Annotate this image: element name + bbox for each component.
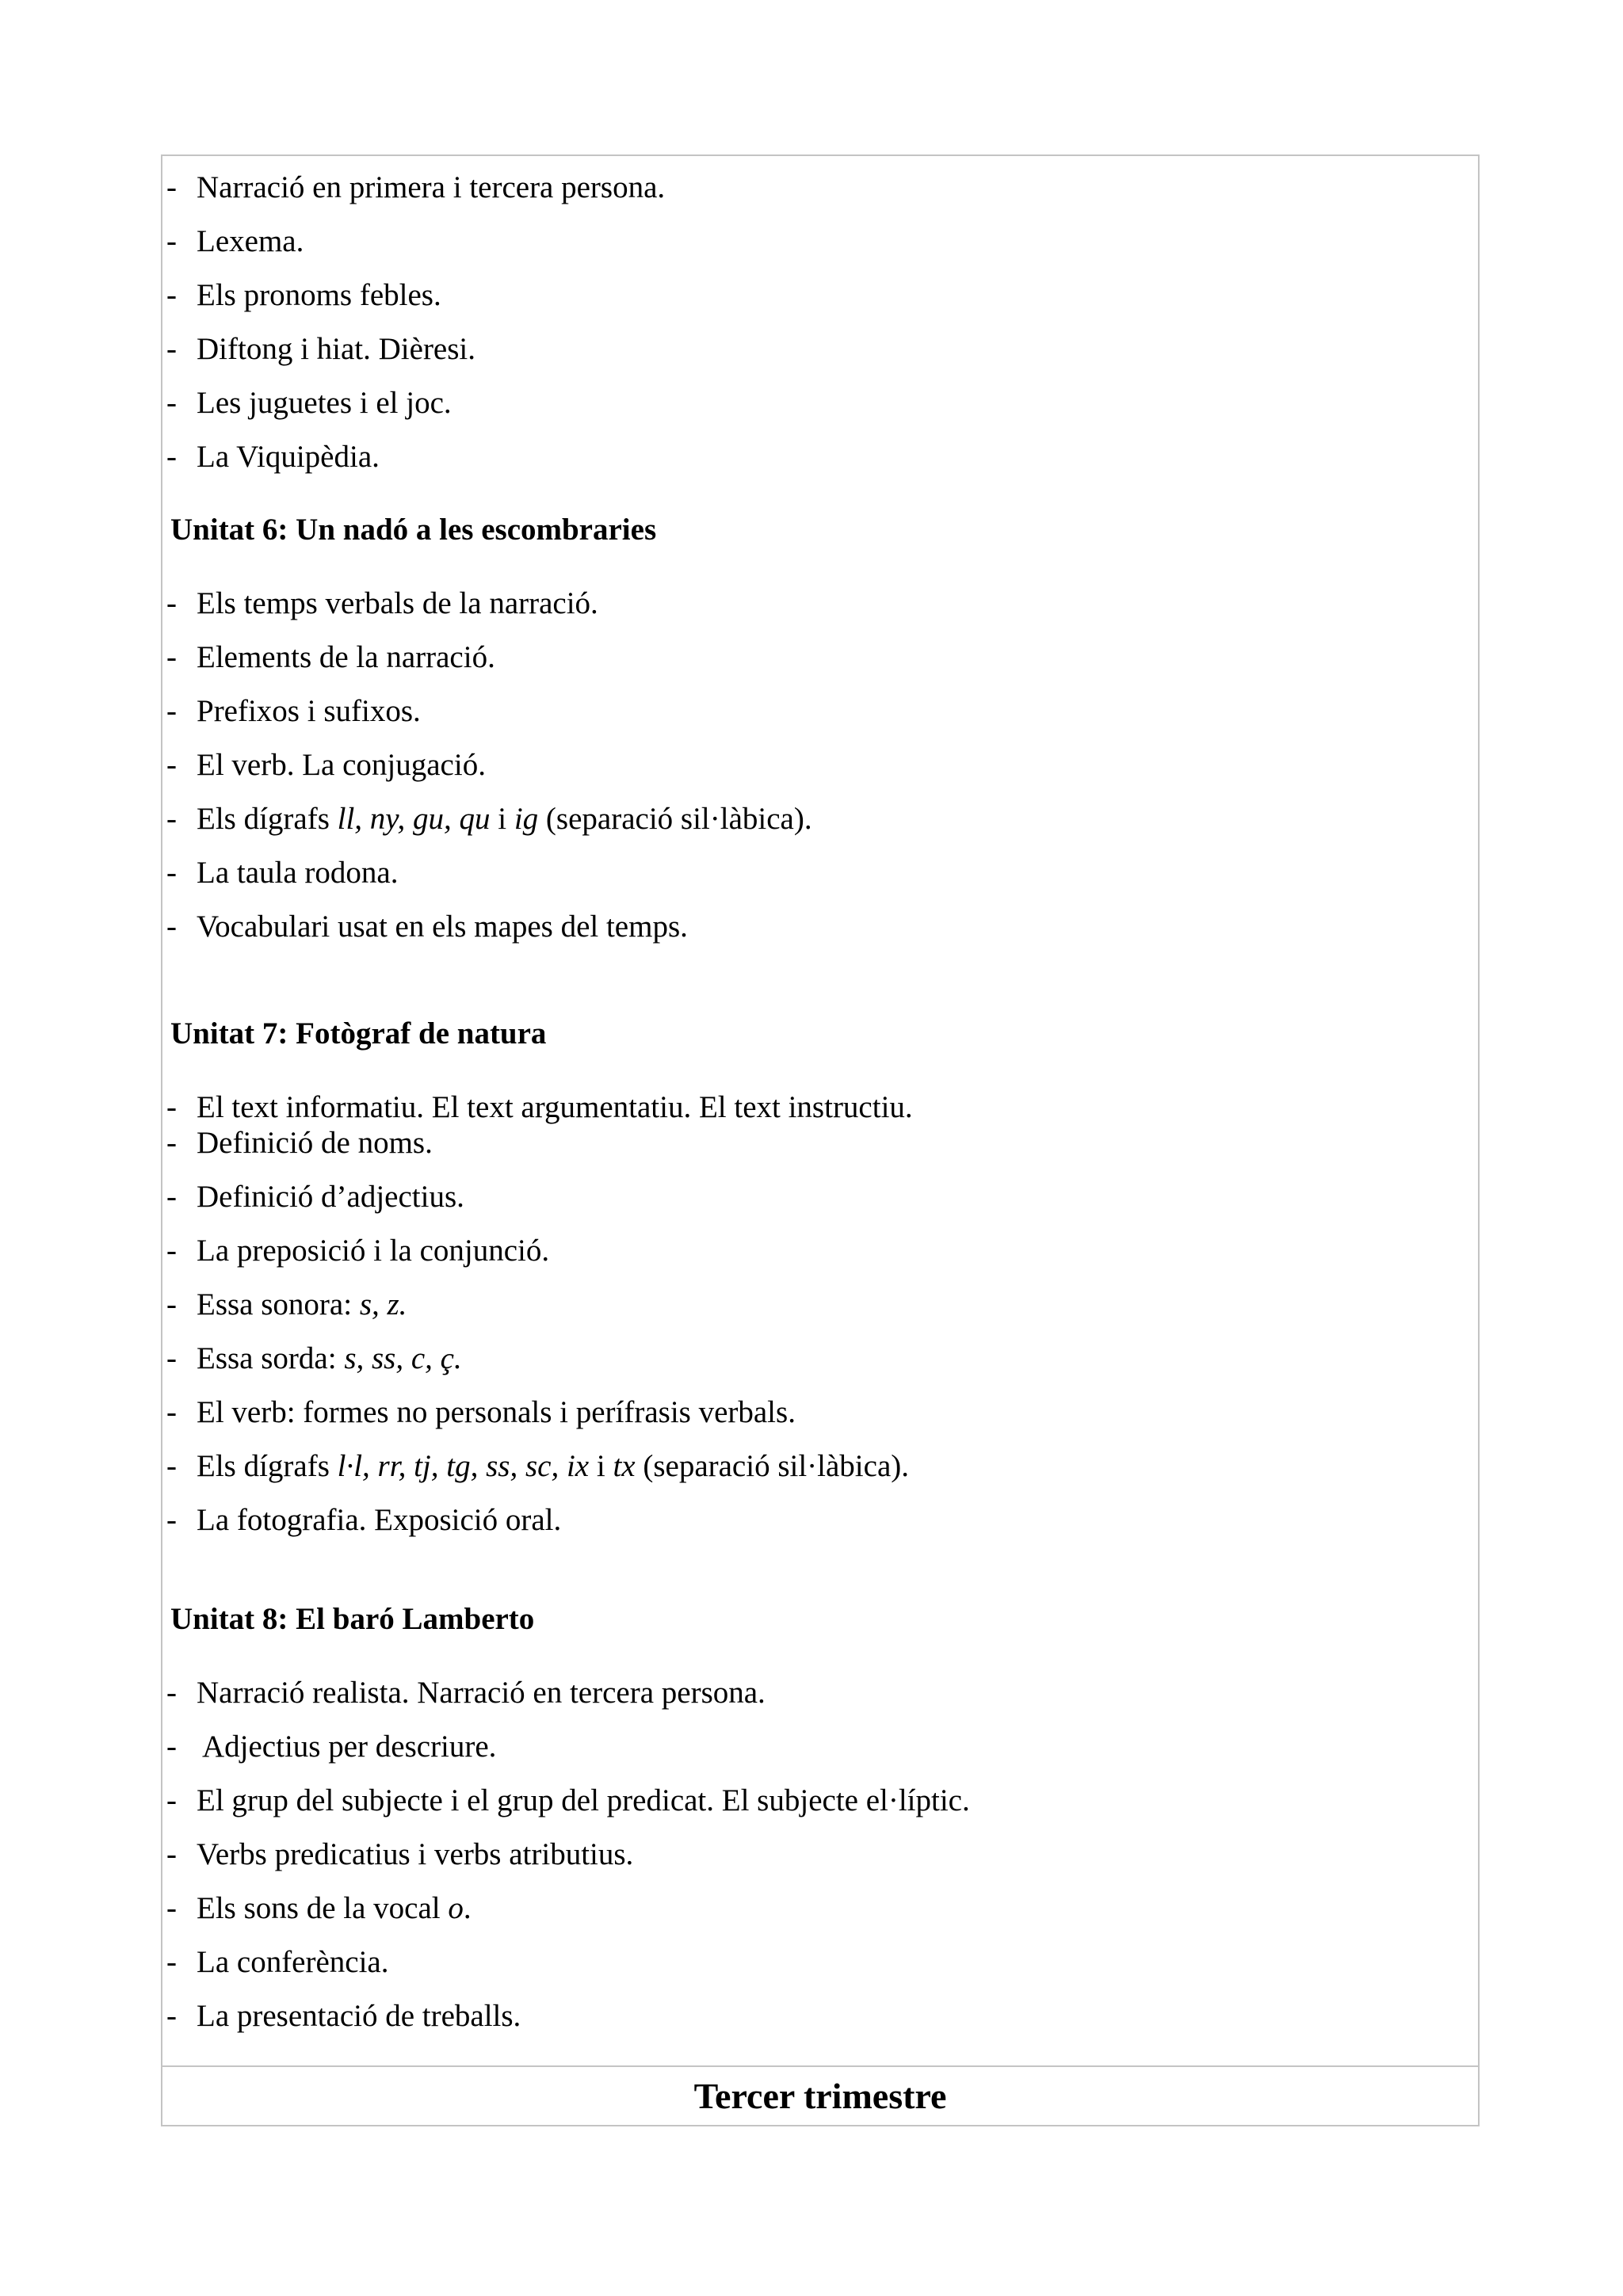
content-cell: - Narració en primera i tercera persona. - Lexema. - Els pronoms febles. - Diftong i hiat. Dièresi. - Les juguetes i el joc. - La Viquipèdia. Unitat 6: Un nadó a les escombraries - Els temps verbals de la narració. - Elements de la narració. - Prefixos i sufixos. - El verb. La conjugació. - Els dígrafs ll, ny, gu, qu i ig (separació sil·làbica). - La taula rodona. - Vocabulari usat en els mapes del temps. Unitat 7: Fotògraf de natura - El text informatiu. El text argumentatiu. El text instructiu. - Definició de noms. - Definició d’adjectius. - La preposició i la conjunció. - Essa sonora: s, z. - Essa sorda: s, ss, c, ç. - El verb: formes no personals i perífrasis verbals. - Els dígrafs l·l, rr, tj, tg, ss, sc, ix i tx (separació sil·làbica). - La fotografia. Exposició oral. Unitat 8: El baró Lamberto - Narració realista. Narració en tercera persona. - Adjectius per descriure. - El grup del subjecte i el grup del predicat. El subjecte el·líptic. - Verbs predicatius i verbs atributius. - Els sons de la vocal o. - La conferència. - La presentació de treballs. — [162, 156, 1478, 2067]
unit-8-heading: Unitat 8: El baró Lamberto — [170, 1602, 535, 1636]
unit-7-heading: Unitat 7: Fotògraf de natura — [170, 1016, 547, 1051]
content-table — [161, 154, 1480, 2126]
trimester-title: Tercer trimestre — [693, 2075, 947, 2116]
trimester-row — [162, 2067, 1478, 2125]
unit-6-heading: Unitat 6: Un nadó a les escombraries — [170, 513, 657, 547]
